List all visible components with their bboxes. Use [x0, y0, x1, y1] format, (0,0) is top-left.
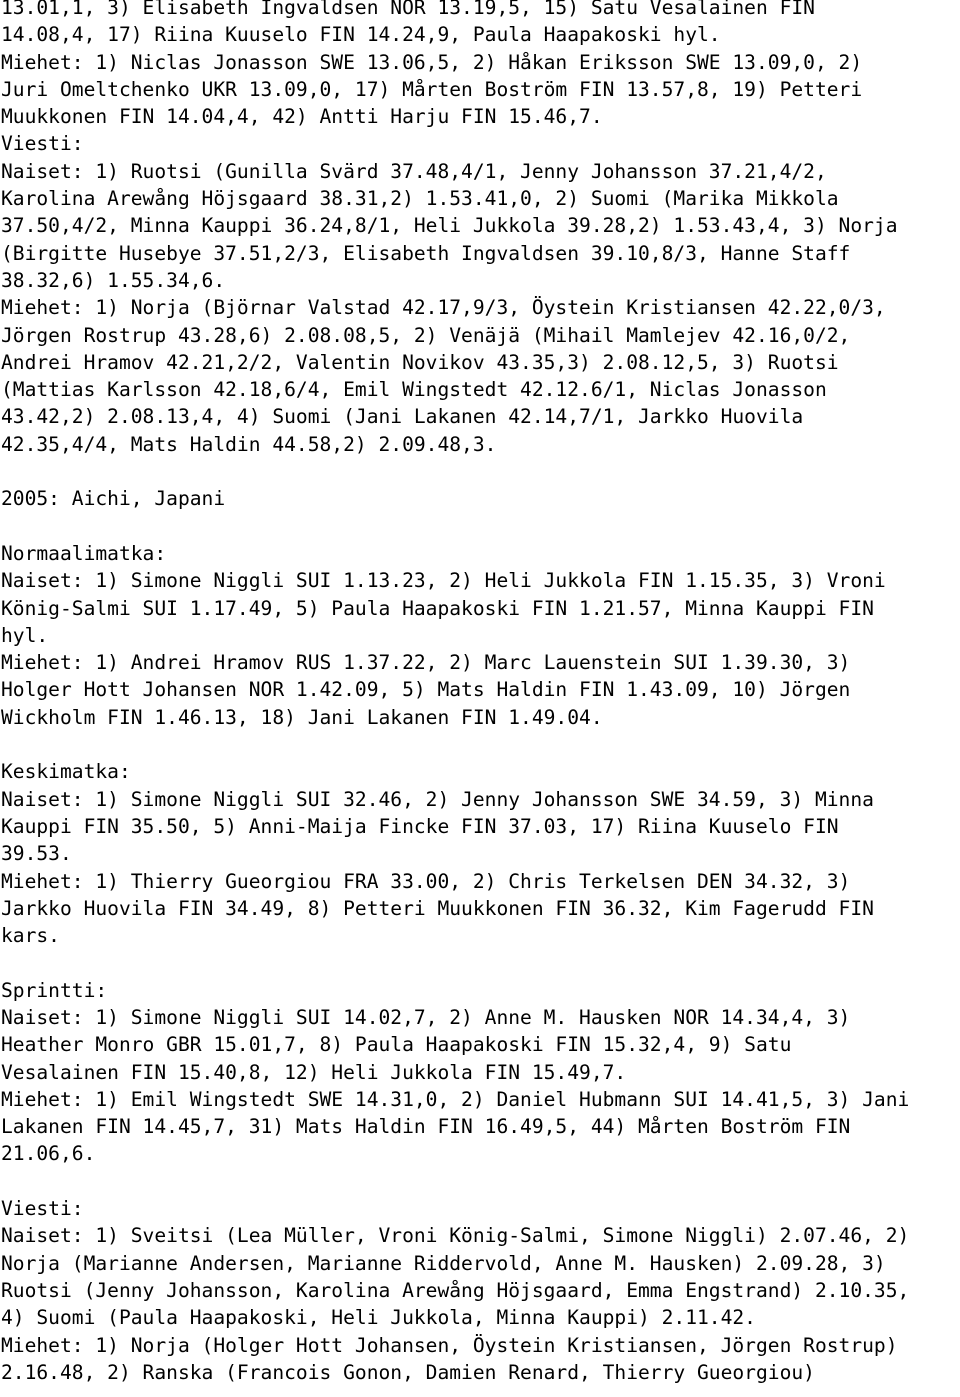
- text-line: Vesalainen FIN 15.40,8, 12) Heli Jukkola FIN 15.49,7.: [1, 1060, 627, 1084]
- text-line: Naiset: 1) Ruotsi (Gunilla Svärd 37.48,4/1, Jenny Johansson 37.21,4/2,: [1, 159, 827, 183]
- text-line: Wickholm FIN 1.46.13, 18) Jani Lakanen FIN 1.49.04.: [1, 705, 603, 729]
- text-line: Lakanen FIN 14.45,7, 31) Mats Haldin FIN 16.49,5, 44) Mårten Boström FIN: [1, 1115, 851, 1139]
- text-line: 13.01,1, 3) Elisabeth Ingvaldsen NOR 13.19,5, 15) Satu Vesalainen FIN: [1, 0, 815, 19]
- blank-line: [1, 949, 959, 976]
- text-line: König-Salmi SUI 1.17.49, 5) Paula Haapakoski FIN 1.21.57, Minna Kauppi FIN: [1, 596, 874, 620]
- text-line: Norja (Marianne Andersen, Marianne Riddervold, Anne M. Hausken) 2.09.28, 3): [1, 1251, 886, 1275]
- text-line: 37.50,4/2, Minna Kauppi 36.24,8/1, Heli Jukkola 39.28,2) 1.53.43,4, 3) Norja: [1, 214, 898, 238]
- text-line: (Birgitte Husebye 37.51,2/3, Elisabeth Ingvaldsen 39.10,8/3, Hanne Staff: [1, 241, 851, 265]
- text-line: Juri Omeltchenko UKR 13.09,0, 17) Mårten Boström FIN 13.57,8, 19) Petteri: [1, 77, 863, 101]
- section-heading: 2005: Aichi, Japani: [1, 487, 226, 511]
- section-heading: Viesti:: [1, 132, 84, 156]
- text-line: Naiset: 1) Sveitsi (Lea Müller, Vroni König-Salmi, Simone Niggli) 2.07.46, 2): [1, 1224, 910, 1248]
- text-line: 39.53.: [1, 842, 72, 866]
- text-line: kars.: [1, 924, 60, 948]
- text-line: Holger Hott Johansen NOR 1.42.09, 5) Mats Haldin FIN 1.43.09, 10) Jörgen: [1, 678, 851, 702]
- text-line: Kauppi FIN 35.50, 5) Anni-Maija Fincke FIN 37.03, 17) Riina Kuuselo FIN: [1, 814, 839, 838]
- text-line: Miehet: 1) Niclas Jonasson SWE 13.06,5, 2) Håkan Eriksson SWE 13.09,0, 2): [1, 50, 863, 74]
- section-heading: Normaalimatka:: [1, 541, 167, 565]
- text-line: Miehet: 1) Andrei Hramov RUS 1.37.22, 2) Marc Lauenstein SUI 1.39.30, 3): [1, 651, 851, 675]
- text-line: Andrei Hramov 42.21,2/2, Valentin Novikov 43.35,3) 2.08.12,5, 3) Ruotsi: [1, 350, 839, 374]
- text-line: Miehet: 1) Thierry Gueorgiou FRA 33.00, 2) Chris Terkelsen DEN 34.32, 3): [1, 869, 851, 893]
- text-line: Karolina Arewång Höjsgaard 38.31,2) 1.53.41,0, 2) Suomi (Marika Mikkola: [1, 187, 839, 211]
- text-line: 21.06,6.: [1, 1142, 96, 1166]
- text-line: Naiset: 1) Simone Niggli SUI 1.13.23, 2) Heli Jukkola FIN 1.15.35, 3) Vroni: [1, 569, 886, 593]
- text-line: Miehet: 1) Emil Wingstedt SWE 14.31,0, 2) Daniel Hubmann SUI 14.41,5, 3) Jani: [1, 1087, 910, 1111]
- blank-line: [1, 458, 959, 485]
- section-heading: Viesti:: [1, 1197, 84, 1221]
- text-line: 2.16.48, 2) Ranska (Francois Gonon, Damien Renard, Thierry Gueorgiou): [1, 1360, 815, 1384]
- text-line: 14.08,4, 17) Riina Kuuselo FIN 14.24,9, Paula Haapakoski hyl.: [1, 23, 721, 47]
- text-line: Heather Monro GBR 15.01,7, 8) Paula Haapakoski FIN 15.32,4, 9) Satu: [1, 1033, 792, 1057]
- text-line: Miehet: 1) Norja (Björnar Valstad 42.17,9/3, Öystein Kristiansen 42.22,0/3,: [1, 296, 886, 320]
- section-heading: Sprintti:: [1, 978, 108, 1002]
- text-line: (Mattias Karlsson 42.18,6/4, Emil Wingstedt 42.12.6/1, Niclas Jonasson: [1, 378, 827, 402]
- blank-line: [1, 1168, 959, 1195]
- text-line: 4) Suomi (Paula Haapakoski, Heli Jukkola, Minna Kauppi) 2.11.42.: [1, 1306, 756, 1330]
- text-line: Miehet: 1) Norja (Holger Hott Johansen, Öystein Kristiansen, Jörgen Rostrup): [1, 1333, 898, 1357]
- text-line: 38.32,6) 1.55.34,6.: [1, 268, 226, 292]
- text-line: 42.35,4/4, Mats Haldin 44.58,2) 2.09.48,3.: [1, 432, 497, 456]
- text-line: Jarkko Huovila FIN 34.49, 8) Petteri Muukkonen FIN 36.32, Kim Fagerudd FIN: [1, 896, 874, 920]
- text-line: 43.42,2) 2.08.13,4, 4) Suomi (Jani Lakanen 42.14,7/1, Jarkko Huovila: [1, 405, 804, 429]
- text-line: Naiset: 1) Simone Niggli SUI 14.02,7, 2) Anne M. Hausken NOR 14.34,4, 3): [1, 1005, 851, 1029]
- blank-line: [1, 513, 959, 540]
- document-body: [1, 0, 959, 1386]
- text-line: Naiset: 1) Simone Niggli SUI 32.46, 2) Jenny Johansson SWE 34.59, 3) Minna: [1, 787, 874, 811]
- text-line: Jörgen Rostrup 43.28,6) 2.08.08,5, 2) Venäjä (Mihail Mamlejev 42.16,0/2,: [1, 323, 851, 347]
- text-line: hyl.: [1, 623, 49, 647]
- section-heading: Keskimatka:: [1, 760, 131, 784]
- text-line: Ruotsi (Jenny Johansson, Karolina Arewång Höjsgaard, Emma Engstrand) 2.10.35,: [1, 1278, 910, 1302]
- text-line: Muukkonen FIN 14.04,4, 42) Antti Harju FIN 15.46,7.: [1, 105, 603, 129]
- blank-line: [1, 731, 959, 758]
